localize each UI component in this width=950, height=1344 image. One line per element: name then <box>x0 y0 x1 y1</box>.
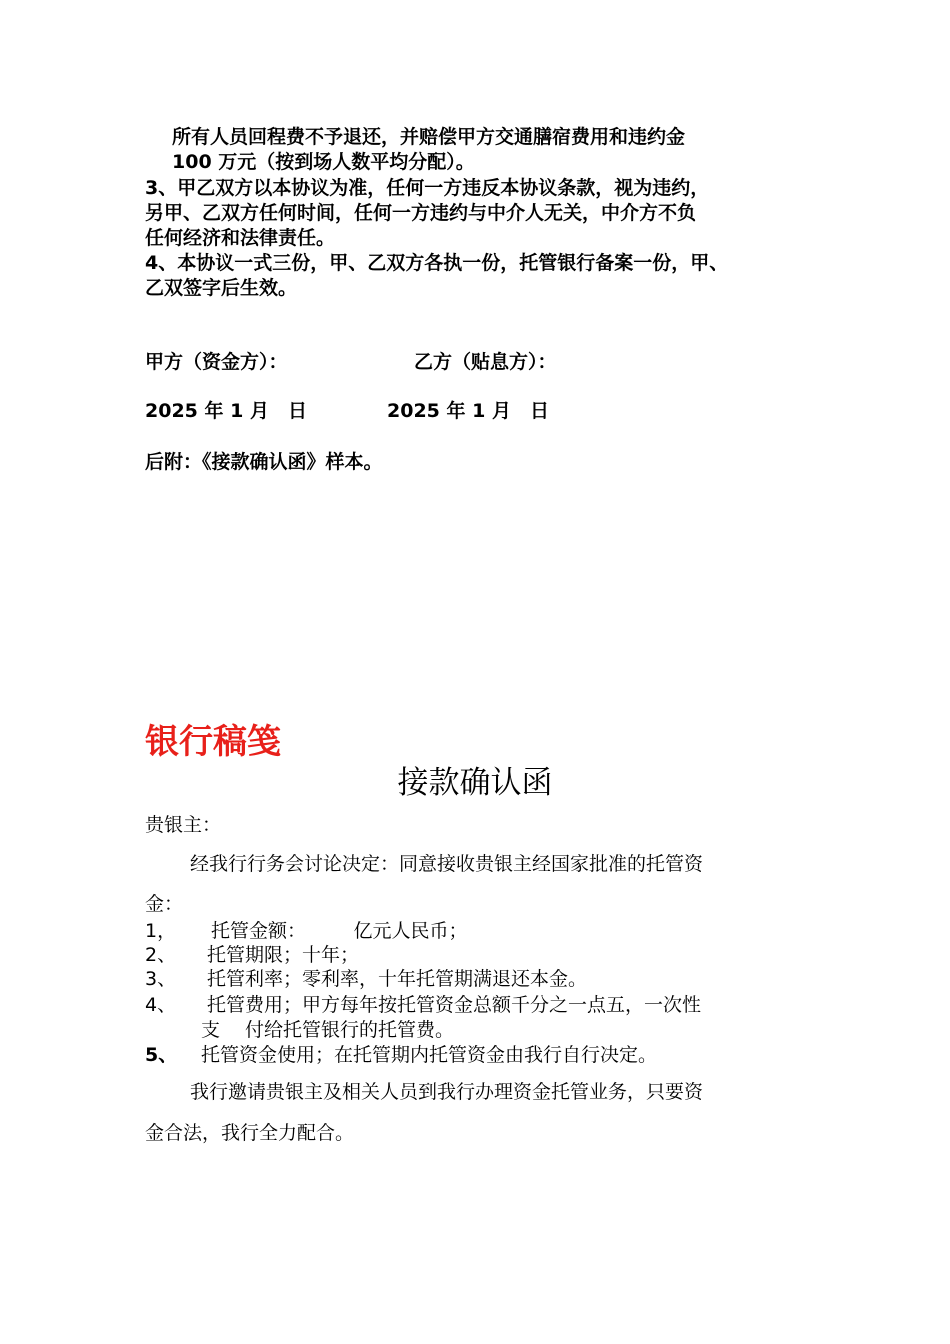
clause-4-line-1: 4、本协议一式三份，甲、乙双方各执一份，托管银行备案一份，甲、 <box>145 252 729 274</box>
closing-line-1: 我行邀请贵银主及相关人员到我行办理资金托管业务，只要资 <box>190 1081 704 1103</box>
item-4-text: 托管费用；甲方每年按托管资金总额千分之一点五，一次性 <box>207 994 702 1016</box>
item-5-number: 5、 <box>145 1044 178 1066</box>
salutation: 贵银主： <box>145 814 222 836</box>
party-a-label: 甲方（资金方）： <box>145 351 288 373</box>
item-4-number: 4、 <box>145 994 177 1016</box>
party-b-label: 乙方（贴息方）： <box>414 351 557 373</box>
agreement-line-2: 100 万元（按到场人数平均分配）。 <box>172 151 475 173</box>
intro-line-2: 金： <box>145 893 184 915</box>
party-b-date: 2025 年 1 月 日 <box>387 400 549 422</box>
clause-3-line-2: 另甲、乙双方任何时间，任何一方违约与中介人无关，中介方不负 <box>145 202 697 224</box>
closing-line-2: 金合法，我行全力配合。 <box>145 1122 355 1144</box>
item-5-text: 托管资金使用；在托管期内托管资金由我行自行决定。 <box>201 1044 658 1066</box>
party-a-date: 2025 年 1 月 日 <box>145 400 307 422</box>
letterhead: 银行稿笺 <box>145 722 281 762</box>
agreement-line-1: 所有人员回程费不予退还，并赔偿甲方交通膳宿费用和违约金 <box>172 126 686 148</box>
clause-4-line-2: 乙双签字后生效。 <box>145 277 298 299</box>
appendix-note: 后附：《接款确认函》样本。 <box>145 451 383 473</box>
intro-line-1: 经我行行务会讨论决定：同意接收贵银主经国家批准的托管资 <box>190 853 704 875</box>
item-2-text: 托管期限；十年； <box>207 944 360 966</box>
item-2-number: 2、 <box>145 944 177 966</box>
clause-3-line-1: 3、甲乙双方以本协议为准，任何一方违反本协议条款，视为违约， <box>145 177 710 199</box>
item-1-text: 托管金额： 亿元人民币； <box>211 920 468 942</box>
clause-3-line-3: 任何经济和法律责任。 <box>145 227 336 249</box>
item-1-number: 1， <box>145 920 177 942</box>
item-4-continuation: 支 付给托管银行的托管费。 <box>201 1019 455 1041</box>
item-3-number: 3、 <box>145 968 177 990</box>
letter-title: 接款确认函 <box>397 765 553 801</box>
item-3-text: 托管利率；零利率，十年托管期满退还本金。 <box>207 968 588 990</box>
